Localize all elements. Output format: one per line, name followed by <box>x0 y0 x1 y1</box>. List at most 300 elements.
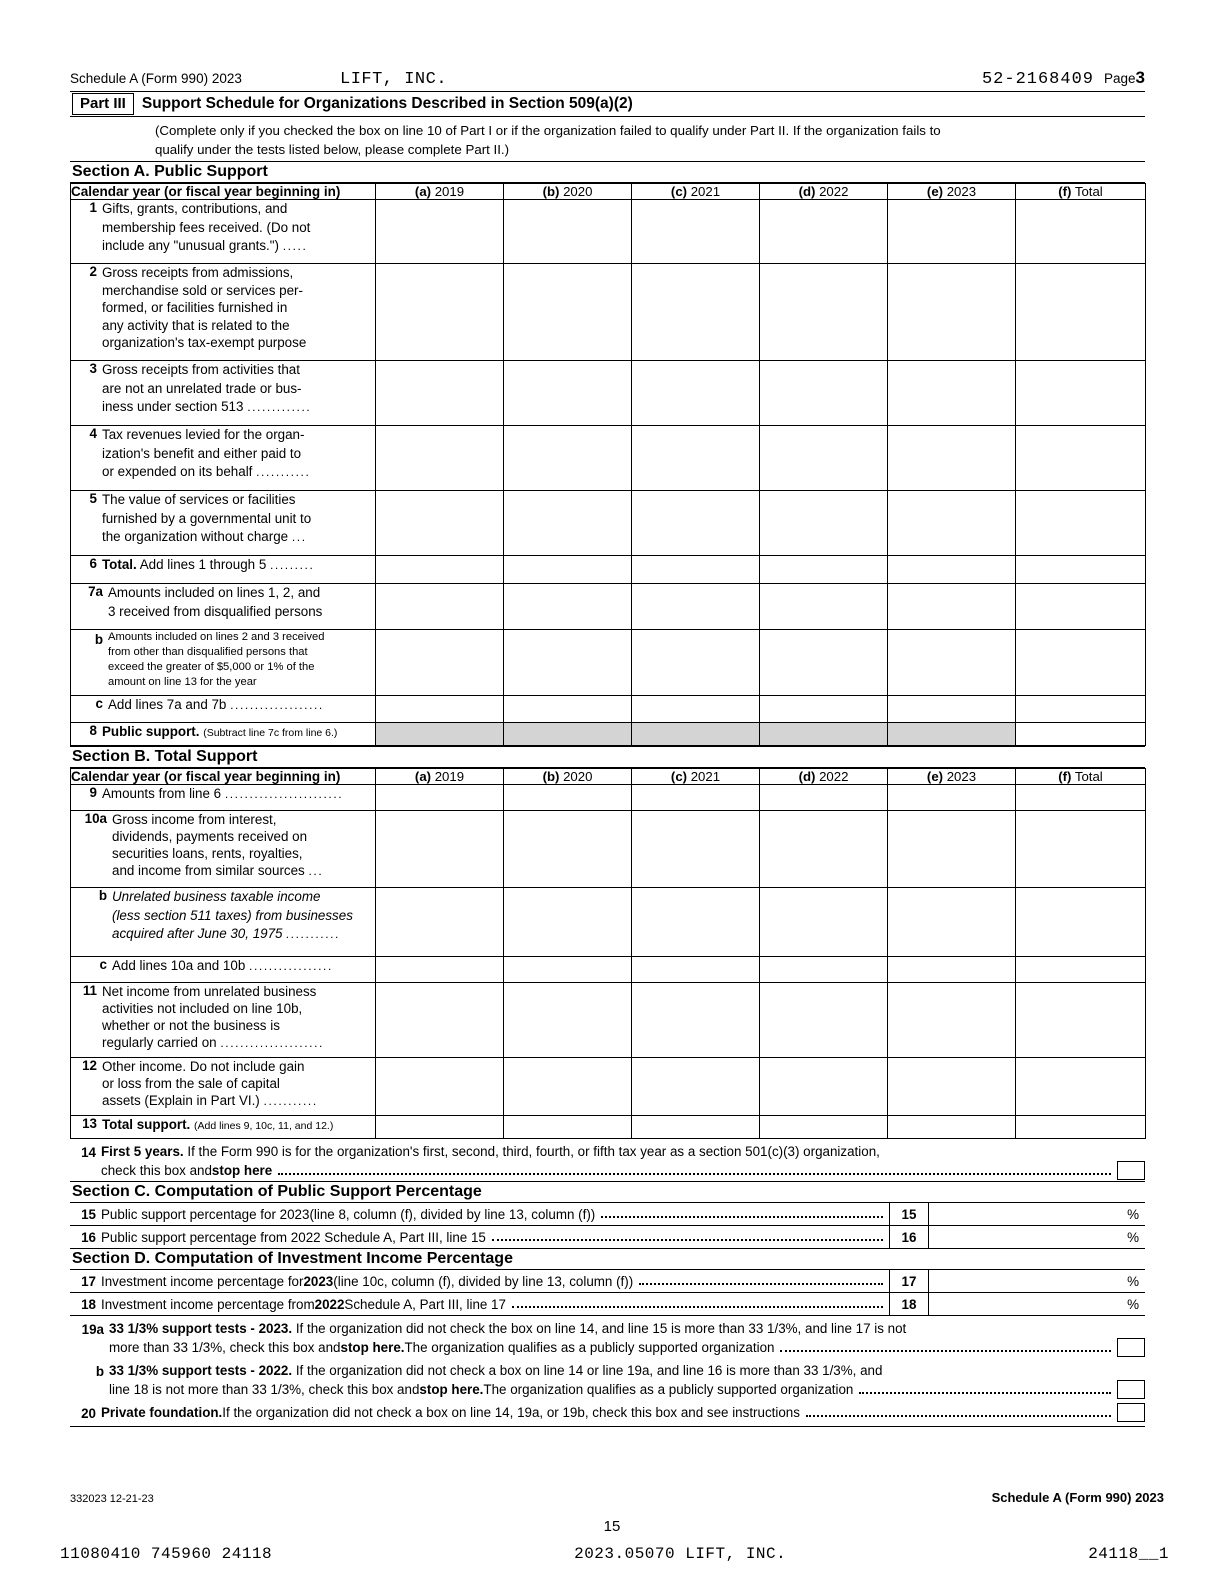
row-20-text: If the organization did not check a box on line 14, 19a, or 19b, check this box and see instructions <box>222 1405 800 1420</box>
row-9-text: Amounts from line 6 <box>102 786 222 801</box>
row-10a-dots: ... <box>308 864 324 878</box>
col-c-tag-b: (c) <box>670 769 688 784</box>
row-9-cell-a[interactable] <box>376 785 504 811</box>
row-5-cell-c[interactable] <box>632 491 760 556</box>
col-d-tag: (d) <box>798 184 816 199</box>
row-7b-cell-c[interactable] <box>632 630 760 696</box>
row-10a-cell-a[interactable] <box>376 811 504 888</box>
row-3-cell-e[interactable] <box>888 361 1016 426</box>
row-2-line2: merchandise sold or services per- <box>102 282 303 298</box>
row-12-cell-b[interactable] <box>504 1058 632 1116</box>
row-13-number: 13 <box>82 1116 97 1131</box>
row-19b-checkbox[interactable] <box>1117 1380 1145 1399</box>
row-7c-cell-b[interactable] <box>504 696 632 723</box>
row-15-dot-leader <box>601 1206 883 1218</box>
col-f-tag-b: (f) <box>1058 769 1072 784</box>
table-row <box>71 1058 1146 1116</box>
row-6-cell-a[interactable] <box>376 556 504 584</box>
row-7c-number: c <box>95 696 103 711</box>
row-8-number: 8 <box>89 723 97 738</box>
row-4-cell-f[interactable] <box>1016 426 1146 491</box>
row-20-dot-leader <box>806 1405 1111 1417</box>
row-4-cell-b[interactable] <box>504 426 632 491</box>
row-10b-cell-a[interactable] <box>376 888 504 957</box>
row-4-cell-c[interactable] <box>632 426 760 491</box>
col-e-tag: (e) <box>926 184 944 199</box>
row-12-cell-c[interactable] <box>632 1058 760 1116</box>
row-10c-number: c <box>99 957 107 972</box>
row-3-cell-d[interactable] <box>760 361 888 426</box>
row-7c-cell-d[interactable] <box>760 696 888 723</box>
col-c-year: 2021 <box>690 184 721 199</box>
row-19b-stop-here: stop here. <box>419 1382 484 1397</box>
col-d-year: 2022 <box>819 184 849 199</box>
col-e-year-b: 2023 <box>946 769 977 784</box>
col-c-header-b <box>632 769 760 785</box>
row-12-cell-e[interactable] <box>888 1058 1016 1116</box>
row-8-cell-d <box>760 723 888 746</box>
row-5-cell-d[interactable] <box>760 491 888 556</box>
table-row <box>71 556 1146 584</box>
row-8-text: (Subtract line 7c from line 6.) <box>203 727 338 739</box>
row-16-value[interactable] <box>929 1226 1145 1248</box>
col-a-tag-b: (a) <box>414 769 432 784</box>
row-19b-bold: 33 1/3% support tests - 2022. <box>109 1363 293 1378</box>
calendar-year-label-b: Calendar year (or fiscal year beginning in) <box>71 769 376 785</box>
row-10b-cell-b[interactable] <box>504 888 632 957</box>
row-14-checkbox[interactable] <box>1117 1161 1145 1180</box>
row-3-cell-b[interactable] <box>504 361 632 426</box>
page-number: 3 <box>1135 68 1145 87</box>
row-7c-cell-f[interactable] <box>1016 696 1146 723</box>
col-a-year: 2019 <box>434 184 465 199</box>
row-7b-line4: amount on line 13 for the year <box>108 676 257 688</box>
row-7a-cell-c[interactable] <box>632 584 760 630</box>
row-10b-label <box>71 888 376 957</box>
row-6-cell-b[interactable] <box>504 556 632 584</box>
row-18-text-pre: Investment income percentage from <box>101 1296 315 1312</box>
row-11-cell-d[interactable] <box>760 983 888 1058</box>
row-7b-line2: from other than disqualified persons that <box>108 646 308 658</box>
row-7b-line3: exceed the greater of $5,000 or 1% of the <box>108 661 315 673</box>
row-2-label <box>71 264 376 361</box>
row-18-percent-sign: % <box>1127 1296 1139 1312</box>
row-11-cell-f[interactable] <box>1016 983 1146 1058</box>
row-12-number: 12 <box>82 1058 97 1073</box>
col-a-header-b <box>376 769 504 785</box>
row-14-number: 14 <box>81 1145 96 1160</box>
row-18-value[interactable] <box>929 1293 1145 1315</box>
part-instructions-line2: qualify under the tests listed below, please complete Part II.) <box>155 142 510 157</box>
row-3-line3: iness under section 513 <box>102 399 244 414</box>
row-11-cell-a[interactable] <box>376 983 504 1058</box>
row-1-line1: Gifts, grants, contributions, and <box>102 201 288 216</box>
row-5-cell-e[interactable] <box>888 491 1016 556</box>
col-f-total-b: Total <box>1074 769 1103 784</box>
row-14-dot-leader <box>278 1163 1111 1175</box>
row-17-text-pre: Investment income percentage for <box>101 1273 304 1289</box>
row-10c-cell-f[interactable] <box>1016 957 1146 983</box>
row-5-cell-a[interactable] <box>376 491 504 556</box>
col-c-header <box>632 184 760 200</box>
row-7b-label <box>71 630 376 696</box>
row-15-text-pre: Public support percentage for 2023 <box>101 1206 310 1222</box>
col-b-year: 2020 <box>563 184 593 199</box>
row-10c-text: Add lines 10a and 10b <box>112 958 246 973</box>
row-17-percent-sign: % <box>1127 1273 1139 1289</box>
row-10a-cell-c[interactable] <box>632 811 760 888</box>
row-6-bold: Total. <box>102 557 137 572</box>
row-10b-line1: Unrelated business taxable income <box>112 889 321 904</box>
row-19a-line2-pre: more than 33 1/3%, check this box and <box>109 1340 341 1355</box>
row-2-number: 2 <box>89 264 97 279</box>
row-1-cell-f[interactable] <box>1016 200 1146 264</box>
page-sequence-number: 15 <box>603 1518 621 1535</box>
row-11-dots: ..................... <box>220 1036 324 1050</box>
row-10b-cell-e[interactable] <box>888 888 1016 957</box>
row-19a <box>70 1316 1145 1358</box>
row-18 <box>70 1293 1145 1316</box>
form-sheet <box>70 68 1145 1427</box>
preparer-center-code: 2023.05070 LIFT, INC. <box>574 1545 787 1563</box>
row-6-cell-c[interactable] <box>632 556 760 584</box>
row-6-cell-e[interactable] <box>888 556 1016 584</box>
row-2-cell-b[interactable] <box>504 264 632 361</box>
col-a-year-b: 2019 <box>434 769 465 784</box>
row-1-dots: ..... <box>282 239 308 253</box>
page-header <box>70 68 1145 88</box>
row-4-line2: ization's benefit and either paid to <box>102 445 302 461</box>
row-1-line2: membership fees received. (Do not <box>102 219 311 235</box>
row-7a-line2: 3 received from disqualified persons <box>108 603 323 619</box>
row-12-cell-f[interactable] <box>1016 1058 1146 1116</box>
table-row <box>71 723 1146 746</box>
row-13-cell-c[interactable] <box>632 1116 760 1139</box>
row-12-line1: Other income. Do not include gain <box>102 1059 305 1074</box>
row-13-label <box>71 1116 376 1139</box>
row-10c-cell-a[interactable] <box>376 957 504 983</box>
row-19a-line1: If the organization did not check the box on line 14, and line 15 is more than 33 1/3%, and line 17 is not <box>292 1321 907 1336</box>
row-13-cell-e[interactable] <box>888 1116 1016 1139</box>
page-footer <box>70 1490 1164 1505</box>
row-6-cell-d[interactable] <box>760 556 888 584</box>
row-10c-dots: ................. <box>249 959 333 973</box>
row-17-value[interactable] <box>929 1270 1145 1292</box>
row-8-cell-c <box>632 723 760 746</box>
row-7c-text: Add lines 7a and 7b <box>108 697 227 712</box>
row-7c-cell-c[interactable] <box>632 696 760 723</box>
row-7a-label <box>71 584 376 630</box>
row-10a-line3: securities loans, rents, royalties, <box>112 846 303 861</box>
row-7a-cell-f[interactable] <box>1016 584 1146 630</box>
table-row <box>71 491 1146 556</box>
form-code: 332023 12-21-23 <box>70 1493 154 1505</box>
row-11-line3: whether or not the business is <box>102 1018 280 1033</box>
row-7c-cell-e[interactable] <box>888 696 1016 723</box>
row-4-number: 4 <box>89 426 97 441</box>
row-3-label <box>71 361 376 426</box>
row-14-line2-pre: check this box and <box>101 1163 212 1178</box>
row-15-value[interactable] <box>929 1203 1145 1225</box>
row-4-dots: ........... <box>256 465 311 479</box>
row-13-cell-d[interactable] <box>760 1116 888 1139</box>
col-e-year: 2023 <box>946 184 977 199</box>
row-9-cell-f[interactable] <box>1016 785 1146 811</box>
row-12-cell-d[interactable] <box>760 1058 888 1116</box>
row-12-cell-a[interactable] <box>376 1058 504 1116</box>
table-row <box>71 426 1146 491</box>
row-7a-line1: Amounts included on lines 1, 2, and <box>108 585 321 600</box>
row-7a-cell-d[interactable] <box>760 584 888 630</box>
page-label: Page <box>1104 71 1136 86</box>
row-6-label <box>71 556 376 584</box>
row-15 <box>70 1203 1145 1226</box>
row-4-cell-d[interactable] <box>760 426 888 491</box>
row-5-cell-f[interactable] <box>1016 491 1146 556</box>
row-10a-cell-b[interactable] <box>504 811 632 888</box>
row-12-line2: or loss from the sale of capital <box>102 1076 280 1091</box>
col-f-header-b <box>1016 769 1146 785</box>
col-e-header-b <box>888 769 1016 785</box>
row-7c-cell-a[interactable] <box>376 696 504 723</box>
col-f-header <box>1016 184 1146 200</box>
row-11-cell-c[interactable] <box>632 983 760 1058</box>
row-1-cell-d[interactable] <box>760 200 888 264</box>
row-10a-line1: Gross income from interest, <box>112 812 277 827</box>
row-13-cell-f[interactable] <box>1016 1116 1146 1139</box>
row-1-cell-a[interactable] <box>376 200 504 264</box>
row-17 <box>70 1270 1145 1293</box>
row-3-line1: Gross receipts from activities that <box>102 362 300 377</box>
part-iii-header <box>70 91 1145 117</box>
row-18-text-rest: Schedule A, Part III, line 17 <box>344 1296 506 1312</box>
row-10a-cell-f[interactable] <box>1016 811 1146 888</box>
row-3-cell-f[interactable] <box>1016 361 1146 426</box>
row-11-line4: regularly carried on <box>102 1035 217 1050</box>
row-10b-cell-f[interactable] <box>1016 888 1146 957</box>
row-5-number: 5 <box>89 491 97 506</box>
row-11-cell-e[interactable] <box>888 983 1016 1058</box>
row-7b-cell-f[interactable] <box>1016 630 1146 696</box>
row-15-text-rest: (line 8, column (f), divided by line 13, column (f)) <box>309 1206 596 1222</box>
col-b-year-b: 2020 <box>563 769 593 784</box>
col-c-year-b: 2021 <box>690 769 721 784</box>
row-10b-number: b <box>98 888 107 903</box>
row-5-line2: furnished by a governmental unit to <box>102 510 312 526</box>
section-b-column-headers <box>71 769 1146 785</box>
section-a-table <box>70 183 1146 746</box>
row-8-label <box>71 723 376 746</box>
section-a-heading: Section A. Public Support <box>70 161 1145 183</box>
row-18-year: 2022 <box>314 1296 345 1312</box>
row-9-cell-c[interactable] <box>632 785 760 811</box>
row-7a-cell-a[interactable] <box>376 584 504 630</box>
row-10a-line4: and income from similar sources <box>112 863 305 878</box>
row-19a-number: 19a <box>81 1322 104 1337</box>
row-5-line3: the organization without charge <box>102 529 289 544</box>
row-13-cell-a[interactable] <box>376 1116 504 1139</box>
section-b-heading: Section B. Total Support <box>70 746 1145 768</box>
row-17-box-number: 17 <box>889 1270 929 1292</box>
row-18-number: 18 <box>81 1296 96 1312</box>
row-7b-number: b <box>94 632 103 647</box>
row-4-cell-a[interactable] <box>376 426 504 491</box>
row-9-number: 9 <box>89 785 97 800</box>
row-2-cell-a[interactable] <box>376 264 504 361</box>
row-10a-cell-d[interactable] <box>760 811 888 888</box>
row-11-label <box>71 983 376 1058</box>
table-row <box>71 811 1146 888</box>
row-17-dot-leader <box>639 1273 883 1285</box>
row-5-cell-b[interactable] <box>504 491 632 556</box>
table-row <box>71 1116 1146 1139</box>
row-9-label <box>71 785 376 811</box>
col-b-header-b <box>504 769 632 785</box>
col-d-header-b <box>760 769 888 785</box>
row-7c-dots: ................... <box>230 698 324 712</box>
part-instructions-line1: (Complete only if you checked the box on line 10 of Part I or if the organization failed to qualify under Part II. If the organization fails to <box>155 123 941 138</box>
row-7a-cell-b[interactable] <box>504 584 632 630</box>
col-f-tag: (f) <box>1058 184 1072 199</box>
row-19b-line2-pre: line 18 is not more than 33 1/3%, check this box and <box>109 1382 420 1397</box>
row-7b-cell-e[interactable] <box>888 630 1016 696</box>
row-10b-cell-d[interactable] <box>760 888 888 957</box>
row-14-line1: If the Form 990 is for the organization's first, second, third, fourth, or fifth tax year as a section 501(c)(3) organization, <box>183 1144 880 1159</box>
row-9-cell-e[interactable] <box>888 785 1016 811</box>
row-7a-cell-e[interactable] <box>888 584 1016 630</box>
organization-name: LIFT, INC. <box>340 70 448 89</box>
row-10a-cell-e[interactable] <box>888 811 1016 888</box>
row-3-cell-a[interactable] <box>376 361 504 426</box>
row-4-cell-e[interactable] <box>888 426 1016 491</box>
row-10c-label <box>71 957 376 983</box>
section-c-heading: Section C. Computation of Public Support Percentage <box>70 1181 1145 1203</box>
row-9-cell-d[interactable] <box>760 785 888 811</box>
table-row <box>71 630 1146 696</box>
row-18-dot-leader <box>512 1296 883 1308</box>
row-20-bold: Private foundation. <box>101 1405 223 1420</box>
row-19b-dot-leader <box>859 1382 1111 1394</box>
row-19b <box>70 1358 1145 1400</box>
row-10c-cell-e[interactable] <box>888 957 1016 983</box>
row-2-cell-f[interactable] <box>1016 264 1146 361</box>
row-10b-cell-c[interactable] <box>632 888 760 957</box>
table-row <box>71 888 1146 957</box>
table-row <box>71 957 1146 983</box>
row-20-checkbox[interactable] <box>1117 1403 1145 1422</box>
row-8-cell-e <box>888 723 1016 746</box>
preparer-right-code: 24118__1 <box>1088 1545 1169 1563</box>
row-16-box-number: 16 <box>889 1226 929 1248</box>
row-12-dots: ........... <box>263 1094 318 1108</box>
row-7c-label <box>71 696 376 723</box>
table-row <box>71 785 1146 811</box>
row-1-label <box>71 200 376 264</box>
row-10a-line2: dividends, payments received on <box>112 829 308 844</box>
ein-value: 52-2168409 <box>981 70 1094 89</box>
row-13-cell-b[interactable] <box>504 1116 632 1139</box>
row-1-cell-c[interactable] <box>632 200 760 264</box>
table-row <box>71 200 1146 264</box>
row-10c-cell-c[interactable] <box>632 957 760 983</box>
row-5-dots: ... <box>291 530 307 544</box>
row-11-line1: Net income from unrelated business <box>102 984 317 999</box>
row-19b-number: b <box>95 1364 104 1379</box>
row-16-dot-leader <box>492 1229 883 1241</box>
row-7b-cell-d[interactable] <box>760 630 888 696</box>
row-12-label <box>71 1058 376 1116</box>
row-11-cell-b[interactable] <box>504 983 632 1058</box>
row-15-percent-sign: % <box>1127 1206 1139 1222</box>
section-a-column-headers <box>71 184 1146 200</box>
row-19b-line2-post: The organization qualifies as a publicly supported organization <box>483 1382 854 1397</box>
row-1-cell-e[interactable] <box>888 200 1016 264</box>
col-f-total: Total <box>1074 184 1103 199</box>
row-3-cell-c[interactable] <box>632 361 760 426</box>
row-5-label <box>71 491 376 556</box>
row-6-cell-f[interactable] <box>1016 556 1146 584</box>
row-13-bold: Total support. <box>102 1117 191 1132</box>
table-row <box>71 264 1146 361</box>
table-row <box>71 983 1146 1058</box>
row-8-cell-f[interactable] <box>1016 723 1146 746</box>
row-17-text-rest: (line 10c, column (f), divided by line 13, column (f)) <box>333 1273 634 1289</box>
row-19a-stop-here: stop here. <box>340 1340 405 1355</box>
calendar-year-label: Calendar year (or fiscal year beginning in) <box>71 184 376 200</box>
col-b-tag-b: (b) <box>542 769 560 784</box>
row-9-cell-b[interactable] <box>504 785 632 811</box>
col-d-year-b: 2022 <box>819 769 849 784</box>
row-10b-line3: acquired after June 30, 1975 <box>112 926 283 941</box>
row-6-text: Add lines 1 through 5 <box>139 557 267 572</box>
table-row <box>71 584 1146 630</box>
col-b-tag: (b) <box>542 184 560 199</box>
row-4-line1: Tax revenues levied for the organ- <box>102 427 305 442</box>
row-10b-dots: ........... <box>286 927 341 941</box>
row-8-bold: Public support. <box>102 724 200 739</box>
row-11-number: 11 <box>82 983 97 998</box>
row-16-text: Public support percentage from 2022 Schedule A, Part III, line 15 <box>101 1229 486 1245</box>
row-2-cell-e[interactable] <box>888 264 1016 361</box>
row-19a-line2-post: The organization qualifies as a publicly supported organization <box>404 1340 775 1355</box>
row-14 <box>70 1139 1145 1181</box>
row-2-cell-c[interactable] <box>632 264 760 361</box>
section-d-heading: Section D. Computation of Investment Income Percentage <box>70 1249 1145 1270</box>
row-1-cell-b[interactable] <box>504 200 632 264</box>
row-14-stop-here: stop here <box>211 1163 273 1178</box>
row-10c-cell-d[interactable] <box>760 957 888 983</box>
row-19a-bold: 33 1/3% support tests - 2023. <box>109 1321 293 1336</box>
table-row <box>71 361 1146 426</box>
row-7b-cell-b[interactable] <box>504 630 632 696</box>
row-1-line3: include any "unusual grants.") <box>102 238 279 253</box>
row-3-number: 3 <box>89 361 97 376</box>
row-2-line1: Gross receipts from admissions, <box>102 265 294 280</box>
row-10c-cell-b[interactable] <box>504 957 632 983</box>
col-a-header <box>376 184 504 200</box>
row-7b-cell-a[interactable] <box>376 630 504 696</box>
preparer-left-code: 11080410 745960 24118 <box>60 1545 273 1563</box>
row-2-cell-d[interactable] <box>760 264 888 361</box>
part-instructions <box>155 121 1145 161</box>
row-19a-checkbox[interactable] <box>1117 1338 1145 1357</box>
row-3-line2: are not an unrelated trade or bus- <box>102 380 302 396</box>
row-17-year: 2023 <box>303 1273 334 1289</box>
row-6-dots: ......... <box>270 558 315 572</box>
row-1-number: 1 <box>89 200 97 215</box>
row-2-line3: formed, or facilities furnished in <box>102 300 288 315</box>
row-12-line3: assets (Explain in Part VI.) <box>102 1093 260 1108</box>
